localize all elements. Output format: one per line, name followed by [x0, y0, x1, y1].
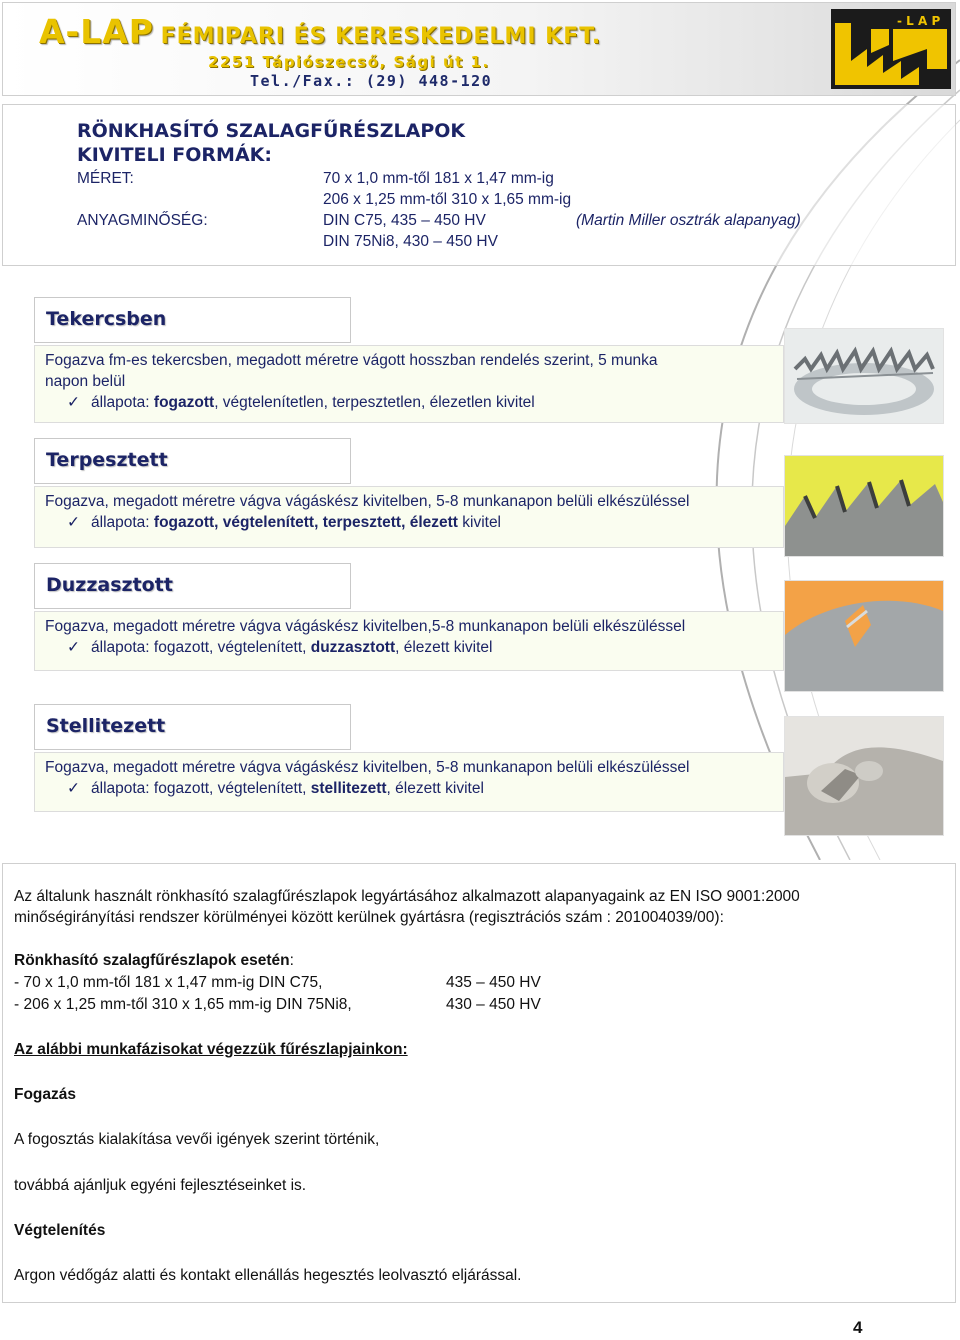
- case2-size: - 206 x 1,25 mm-től 310 x 1,65 mm-ig DIN 75Ni8,: [14, 996, 352, 1013]
- section-title-terpesztett: Terpesztett: [34, 438, 351, 484]
- section-status: [45, 512, 773, 533]
- size-label: MÉRET:: [77, 170, 134, 187]
- status-bold: fogazott, végtelenített, terpesztett, élezett: [153, 514, 458, 531]
- section-desc-line1: Fogazva, megadott méretre vágva vágáskész kivitelben, 5-8 munkanapon belüli elkészüléssel: [45, 759, 690, 776]
- set-teeth-photo: [784, 455, 944, 557]
- fogazas-line2: továbbá ajánljuk egyéni fejlesztéseinket is.: [14, 1177, 307, 1194]
- checkmark-icon: ✓: [67, 639, 80, 656]
- iso-line1: Az általunk használt rönkhasító szalagfűrészlapok legyártásához alkalmazott alapanyagaink az EN ISO 9001:2000: [14, 888, 800, 905]
- vegtelenites-heading-text: Végtelenítés: [14, 1222, 106, 1239]
- section-body-stellitezett: [34, 752, 784, 812]
- intro-block: [2, 104, 956, 266]
- section-desc-line1: Fogazva, megadott méretre vágva vágáskész kivitelben,5-8 munkanapon belüli elkészüléssel: [45, 618, 686, 635]
- status-rest: , élezett kivitel: [386, 780, 484, 797]
- iso-line2: minőségirányítási rendszer körülményei között kerülnek gyártásra (regisztrációs szám : 201004039/00):: [14, 909, 724, 926]
- page-title-line1: RÖNKHASÍTÓ SZALAGFŰRÉSZLAPOK: [77, 120, 466, 142]
- page-title: [77, 119, 465, 167]
- case-heading: [14, 950, 294, 971]
- case1-hv: 435 – 450 HV: [446, 974, 541, 991]
- size-line1: 70 x 1,0 mm-től 181 x 1,47 mm-ig: [323, 170, 554, 187]
- bottom-text-block: [2, 863, 956, 1303]
- section-desc-line1: Fogazva, megadott méretre vágva vágáskész kivitelben, 5-8 munkanapon belüli elkészüléssel: [45, 493, 690, 510]
- coiled-blade-photo: [784, 328, 944, 424]
- page-title-line2: KIVITELI FORMÁK:: [77, 144, 272, 166]
- status-rest: kivitel: [457, 514, 502, 531]
- status-bold: duzzasztott: [310, 639, 396, 656]
- company-name-big: A-LAP: [39, 12, 154, 51]
- company-phone: Tel./Fax.: (29) 448-120: [250, 72, 493, 90]
- section-body-tekercsben: [34, 345, 784, 423]
- company-address: 2251 Tápiószecső, Sági út 1.: [208, 53, 490, 71]
- vegtelenites-heading: [14, 1220, 105, 1241]
- material-line2: DIN 75Ni8, 430 – 450 HV: [323, 233, 498, 250]
- fogazas-heading-text: Fogazás: [14, 1086, 77, 1103]
- section-body-duzzasztott: [34, 611, 784, 671]
- vegtelenites-line1: Argon védőgáz alatti és kontakt ellenállás hegesztés leolvasztó eljárással.: [14, 1267, 522, 1284]
- case-heading-text: Rönkhasító szalagfűrészlapok esetén: [14, 952, 290, 969]
- checkmark-icon: ✓: [67, 514, 80, 531]
- section-status: [45, 778, 773, 799]
- fogazas-line1: A fogosztás kialakítása vevői igények szerint történik,: [14, 1131, 380, 1148]
- stellite-tooth-photo: [784, 716, 944, 836]
- swaged-tooth-photo: [784, 580, 944, 692]
- phases-heading: [14, 1039, 408, 1060]
- section-status: [45, 392, 773, 413]
- case2-hv: 430 – 450 HV: [446, 996, 541, 1013]
- section-body-terpesztett: [34, 486, 784, 548]
- fogazas-heading: [14, 1084, 76, 1105]
- status-bold: fogazott: [153, 394, 215, 411]
- status-rest: , élezett kivitel: [395, 639, 493, 656]
- checkmark-icon: ✓: [67, 394, 80, 411]
- section-status: [45, 637, 773, 658]
- phases-heading-text: Az alábbi munkafázisokat végezzük fűrészlapjainkon:: [14, 1041, 408, 1058]
- logo-text: - L A P: [897, 14, 941, 28]
- section-title-duzzasztott: Duzzasztott: [34, 563, 351, 609]
- material-line1: DIN C75, 435 – 450 HV: [323, 212, 486, 229]
- case-heading-colon: :: [289, 952, 294, 969]
- case1-size: - 70 x 1,0 mm-től 181 x 1,47 mm-ig DIN C75,: [14, 974, 323, 991]
- section-desc-line1: Fogazva fm-es tekercsben, megadott méretre vágott hosszban rendelés szerint, 5 munka: [45, 352, 658, 369]
- section-desc-line2: napon belül: [45, 373, 126, 390]
- status-prefix: állapota:: [91, 394, 154, 411]
- section-title-stellitezett: Stellitezett: [34, 704, 351, 750]
- status-rest: , végtelenítetlen, terpesztetlen, élezetlen kivitel: [214, 394, 535, 411]
- material-note: (Martin Miller osztrák alapanyag): [576, 212, 801, 229]
- size-line2: 206 x 1,25 mm-től 310 x 1,65 mm-ig: [323, 191, 572, 208]
- company-logo: [831, 9, 951, 89]
- status-bold: stellitezett: [310, 780, 387, 797]
- company-name: [39, 12, 601, 51]
- material-label: ANYAGMINŐSÉG:: [77, 212, 208, 229]
- letterhead: [2, 2, 956, 96]
- status-prefix: állapota: fogazott, végtelenített,: [91, 639, 311, 656]
- checkmark-icon: ✓: [67, 780, 80, 797]
- page-number: 4: [853, 1318, 863, 1337]
- company-name-rest: FÉMIPARI ÉS KERESKEDELMI KFT.: [160, 24, 602, 49]
- section-title-tekercsben: Tekercsben: [34, 297, 351, 343]
- status-prefix: állapota:: [91, 514, 154, 531]
- status-prefix: állapota: fogazott, végtelenített,: [91, 780, 311, 797]
